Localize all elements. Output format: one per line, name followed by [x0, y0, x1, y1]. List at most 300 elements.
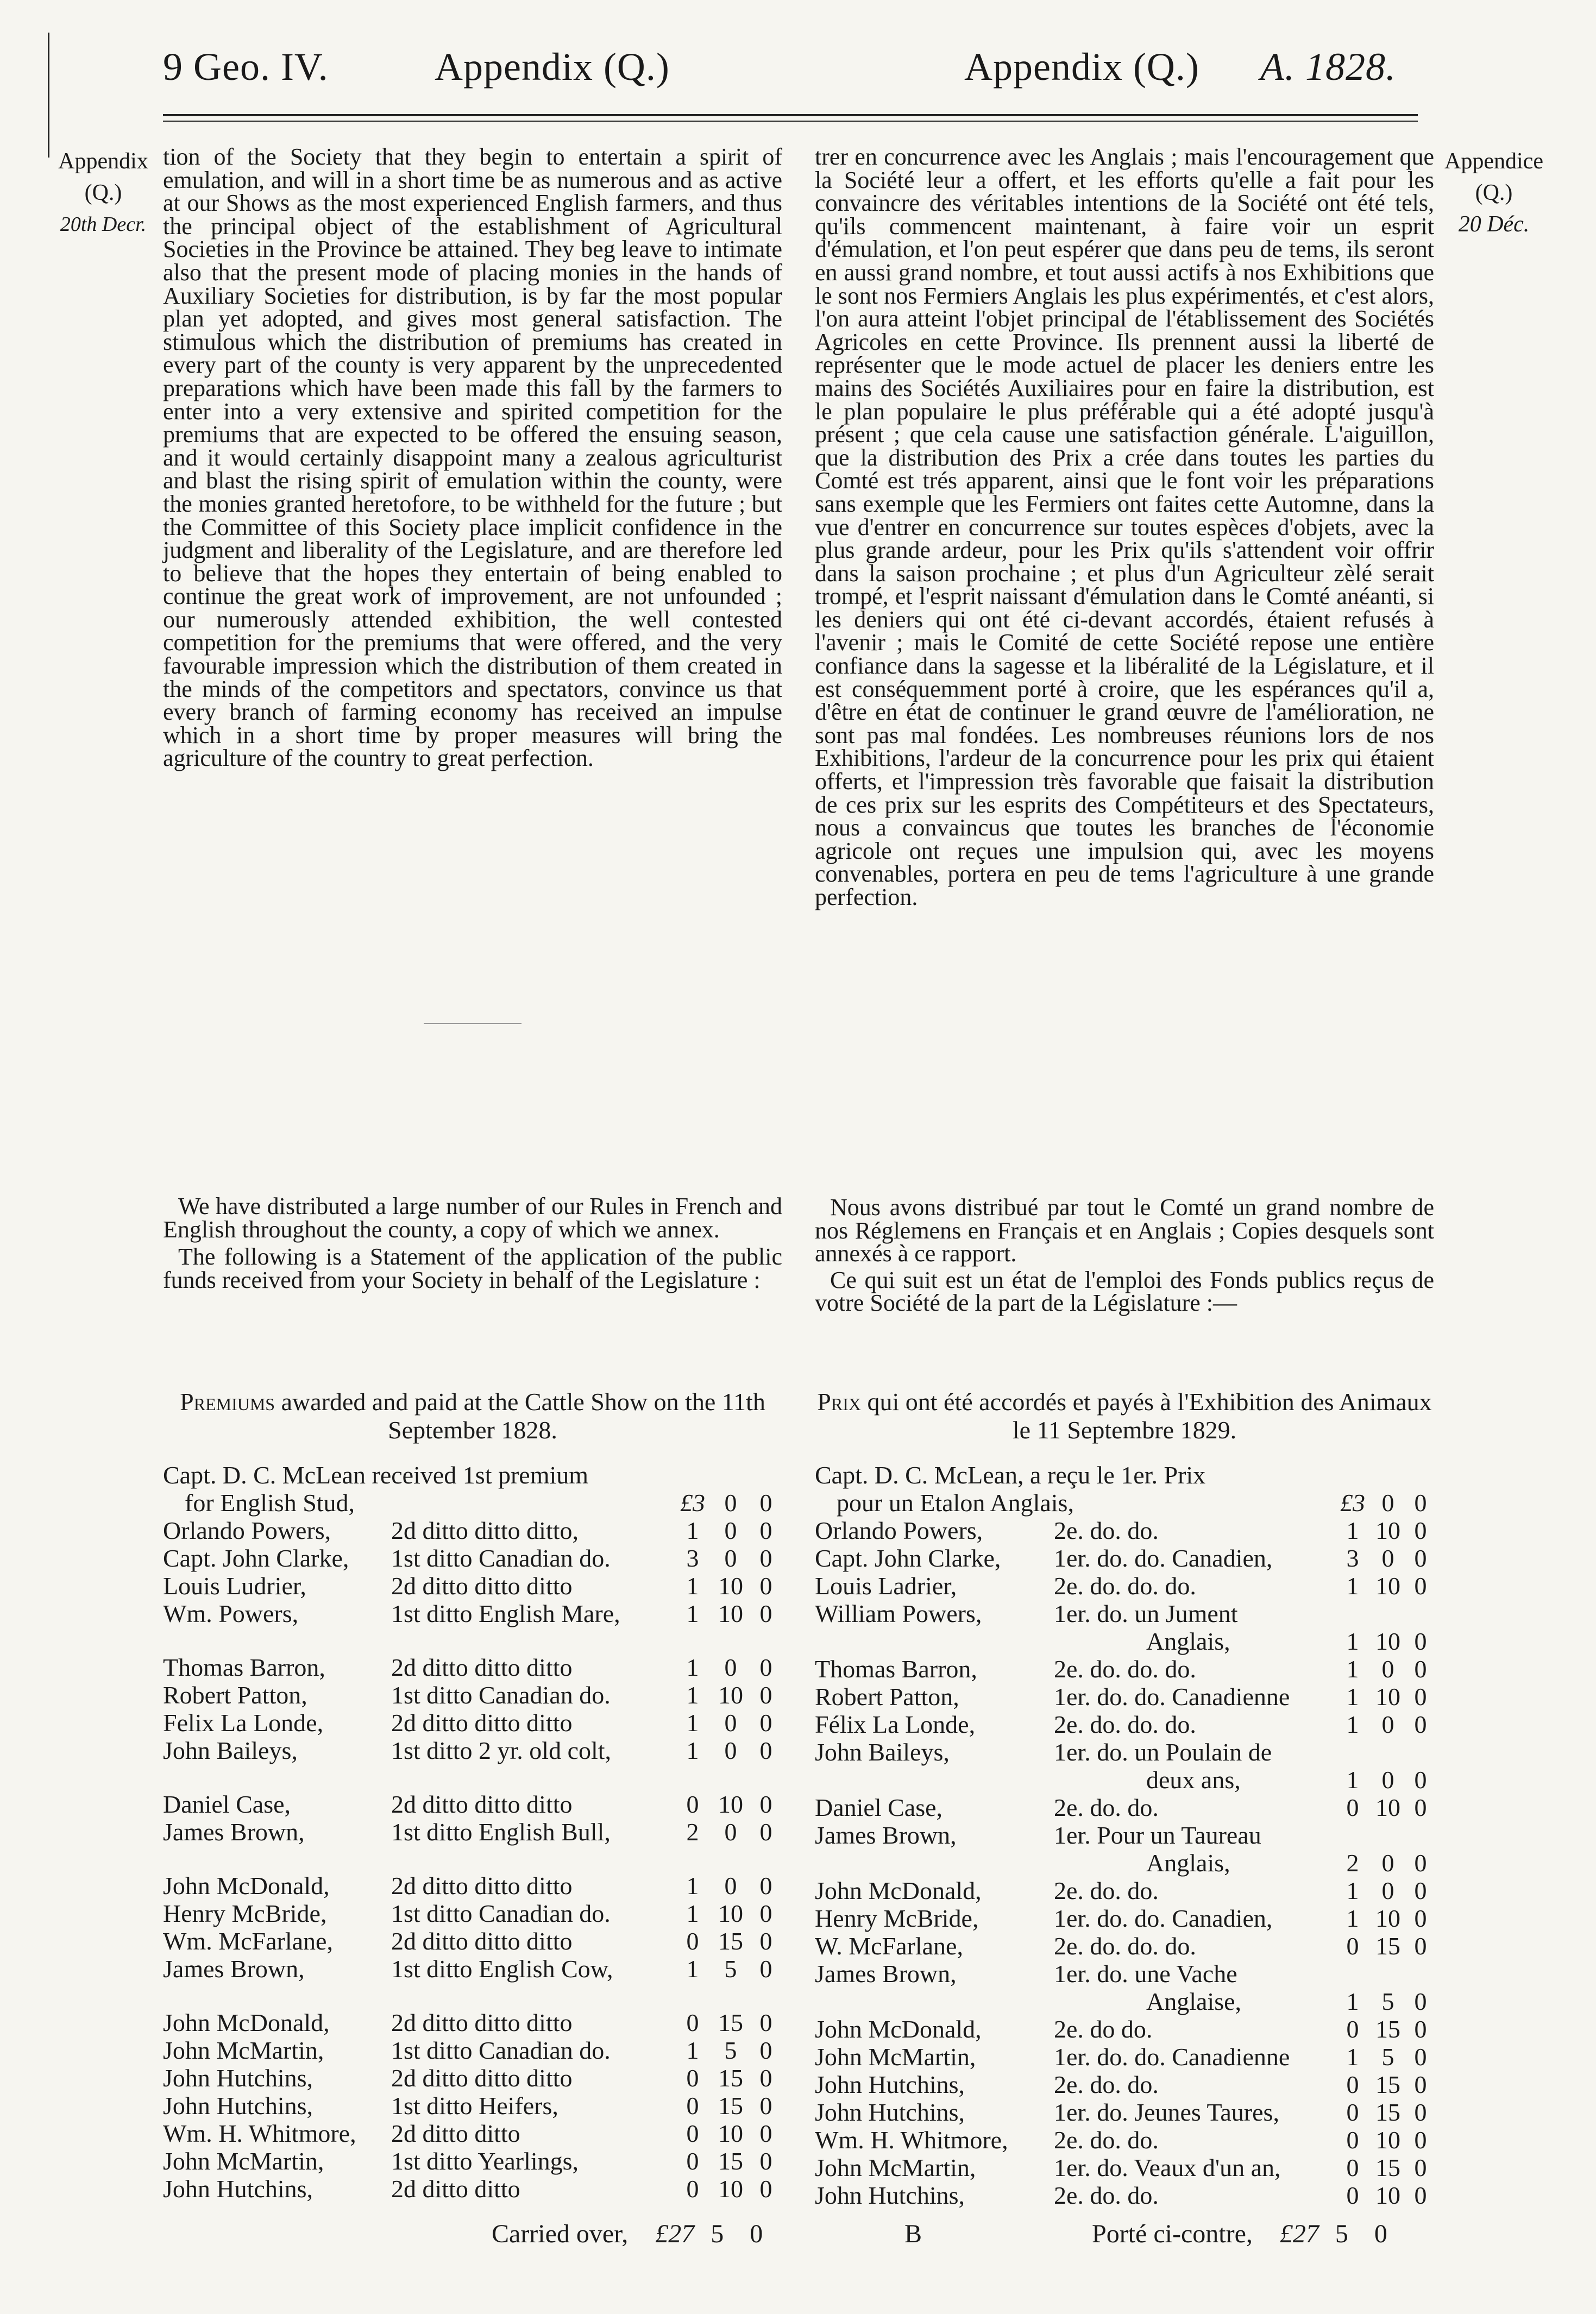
amount-pounds: 1 — [686, 1572, 699, 1600]
premium-description: 2d ditto ditto ditto — [391, 2009, 573, 2036]
amount-pounds: 0 — [686, 2064, 699, 2092]
recipient-name: Daniel Case, — [163, 1790, 291, 1818]
amount-shillings: 0 — [724, 1872, 737, 1900]
amount-pounds: £3 — [680, 1489, 705, 1517]
table-spacer-row — [163, 1846, 782, 1872]
table-row — [163, 1461, 782, 1489]
amount-shillings: 10 — [718, 1681, 743, 1709]
recipient-name: Louis Ladrier, — [815, 1572, 957, 1600]
amount-pence: 0 — [759, 2009, 772, 2036]
table-row — [815, 2098, 1434, 2126]
amount-pence — [1407, 1461, 1434, 1489]
premium-description: 1er. do. un Jument — [1054, 1600, 1238, 1627]
premium-description: 1st ditto English Mare, — [391, 1600, 620, 1627]
amount-shillings: 15 — [1375, 2015, 1400, 2043]
spacer-cell — [163, 1627, 782, 1653]
premium-description: 2e. do. do. do. — [1054, 1655, 1196, 1683]
table-row — [163, 2036, 782, 2064]
recipient-name: James Brown, — [815, 1821, 957, 1849]
recipient-name: John McMartin, — [163, 2147, 324, 2175]
english-carried-label: Carried over, — [492, 2219, 629, 2248]
premium-description: 1er. Pour un Taureau — [1054, 1821, 1261, 1849]
amount-pence: 0 — [759, 1872, 772, 1900]
spacer-cell — [163, 1764, 782, 1790]
recipient-name: John Hutchins, — [163, 2092, 313, 2120]
amount-shillings: 10 — [718, 2120, 743, 2147]
amount-shillings: 5 — [724, 2036, 737, 2064]
recipient-name: Capt. John Clarke, — [163, 1544, 349, 1572]
english-rules-note — [163, 1195, 782, 1292]
premium-description: 1st ditto English Bull, — [391, 1818, 611, 1846]
table-row — [163, 2009, 782, 2036]
amount-pence — [1407, 1600, 1434, 1627]
recipient-name: Orlando Powers, — [815, 1517, 983, 1544]
amount-shillings — [1369, 1821, 1407, 1849]
amount-pence: 0 — [1414, 2071, 1427, 2098]
amount-shillings: 10 — [718, 1900, 743, 1927]
premium-description: 2d ditto ditto ditto — [391, 1572, 573, 1600]
amount-shillings: 0 — [1381, 1877, 1394, 1904]
amount-pounds: 1 — [1346, 1766, 1359, 1794]
spacer-cell — [163, 1983, 782, 2009]
premium-description: 2d ditto ditto — [391, 2175, 520, 2203]
session-label: 9 Geo. IV. — [163, 45, 329, 89]
table-row — [815, 1849, 1434, 1877]
table-row — [815, 1932, 1434, 1960]
premium-description: 2e. do. do. — [1054, 1877, 1159, 1904]
amount-pence: 0 — [1414, 1517, 1427, 1544]
table-row — [163, 1927, 782, 1955]
table-row — [163, 1818, 782, 1846]
recipient-name: John Hutchins, — [815, 2181, 965, 2209]
amount-shillings: 0 — [1381, 1849, 1394, 1877]
amount-pence: 0 — [1414, 2126, 1427, 2154]
table-row — [163, 1544, 782, 1572]
recipient-name: John McDonald, — [815, 1877, 982, 1904]
french-carried-over — [1092, 2219, 1397, 2249]
english-carried-shillings: 5 — [711, 2219, 724, 2248]
recipient-name: Robert Patton, — [163, 1681, 307, 1709]
right-margin-note — [1440, 146, 1548, 240]
amount-pence: 0 — [759, 2036, 772, 2064]
amount-shillings: 15 — [1375, 2098, 1400, 2126]
margin-date: 20th Decr. — [60, 213, 147, 236]
premium-description: 1st ditto 2 yr. old colt, — [391, 1737, 612, 1764]
table-row — [815, 1711, 1434, 1738]
amount-shillings: 15 — [1375, 2071, 1400, 2098]
amount-shillings: 0 — [724, 1653, 737, 1681]
table-row — [815, 1988, 1434, 2015]
recipient-name: Orlando Powers, — [163, 1517, 331, 1544]
amount-pence: 0 — [1414, 2098, 1427, 2126]
amount-pence: 0 — [759, 1572, 772, 1600]
amount-pence: 0 — [1414, 2043, 1427, 2071]
amount-shillings: 5 — [724, 1955, 737, 1983]
premium-description: 2d ditto ditto ditto — [391, 2064, 573, 2092]
amount-shillings: 10 — [1375, 1794, 1400, 1821]
amount-pounds: 1 — [686, 1737, 699, 1764]
premium-description: 2e. do do. — [1054, 2015, 1153, 2043]
table-row — [815, 1794, 1434, 1821]
table-spacer-row — [163, 1983, 782, 2009]
premium-description: deux ans, — [1146, 1766, 1241, 1794]
recipient-name: W. McFarlane, — [815, 1932, 963, 1960]
premium-description: 1st ditto English Cow, — [391, 1955, 613, 1983]
amount-pounds: 1 — [1346, 1988, 1359, 2015]
recipient-name — [815, 1849, 1054, 1877]
table-row — [163, 1681, 782, 1709]
amount-pounds: 2 — [1346, 1849, 1359, 1877]
premium-description: 1er. do. do. Canadienne — [1054, 1683, 1290, 1711]
margin-appendice-letter: (Q.) — [1475, 180, 1513, 205]
amount-pence: 0 — [1414, 1766, 1427, 1794]
table-row — [163, 1955, 782, 1983]
french-table-title-rest: qui ont été accordés et payés à l'Exhibition des Animaux le 11 Septembre 1829. — [867, 1388, 1432, 1444]
recipient-name: John Baileys, — [815, 1738, 950, 1766]
french-rules-paragraph: Nous avons distribué par tout le Comté un grand nombre de nos Réglemens en Français et en Anglais ; Copies desquels sont annexés à ce rapport. — [815, 1194, 1434, 1267]
amount-shillings: 15 — [718, 2147, 743, 2175]
amount-shillings: 5 — [1381, 1988, 1394, 2015]
amount-shillings: 15 — [718, 2092, 743, 2120]
premium-description: 2d ditto ditto ditto — [391, 1872, 573, 1900]
table-row — [815, 2126, 1434, 2154]
table-row — [163, 1600, 782, 1627]
amount-pence — [750, 1461, 782, 1489]
english-carried-pounds: £27 — [655, 2219, 695, 2248]
margin-appendix-label: Appendix — [58, 149, 148, 174]
english-table-title-lead: Premiums — [180, 1388, 275, 1416]
amount-pence: 0 — [759, 1517, 772, 1544]
amount-shillings: 0 — [1381, 1766, 1394, 1794]
amount-shillings — [1369, 1461, 1407, 1489]
amount-pounds: 1 — [686, 1955, 699, 1983]
table-row — [163, 2120, 782, 2147]
amount-shillings: 0 — [724, 1517, 737, 1544]
recipient-name: Wm. McFarlane, — [163, 1927, 333, 1955]
amount-shillings — [1369, 1600, 1407, 1627]
table-row — [815, 2071, 1434, 2098]
amount-shillings: 0 — [724, 1489, 737, 1517]
amount-pounds: 2 — [686, 1818, 699, 1846]
amount-pence: 0 — [759, 1900, 772, 1927]
french-carried-pounds: £27 — [1279, 2219, 1319, 2248]
amount-shillings: 10 — [1375, 1683, 1400, 1711]
premium-description: 2e. do. do. — [1054, 2126, 1159, 2154]
amount-shillings: 10 — [718, 1600, 743, 1627]
french-body — [815, 143, 1434, 910]
table-row — [163, 1709, 782, 1737]
premium-description: 1st ditto Yearlings, — [391, 2147, 579, 2175]
margin-date-fr: 20 Déc. — [1458, 212, 1530, 237]
table-row — [815, 1489, 1434, 1517]
signature-mark: B — [904, 2219, 922, 2248]
table-row — [815, 1572, 1434, 1600]
table-row — [163, 1790, 782, 1818]
french-paragraph-continued: trer en concurrence avec les Anglais ; mais l'encouragement que la Société leur a offert, et les efforts qu'elle a fait pour les convaincre des véritables intentions de la Société ont été tels, qu'ils commencent maintenant, à faire voir un esprit d'émulation, et l'on peut espérer que dans peu de tems, ils seront en aussi grand nombre, et tout aussi actifs à nos Exhibitions que le sont nos Fermiers Anglais les plus expérimentés, et c'est alors, l'on aura atteint l'objet principal de l'établissement des Sociétés Agricoles en cette Province. Ils prennent aussi la liberté de représenter que le mode actuel de placer les deniers entre les mains des Sociétés Auxiliaires pour en faire la distribution, est le plan populaire le plus préférable qui a été adopté jusqu'à présent ; que cela cause une satisfaction générale. L'aiguillon, que la distribution des Prix a crée dans toutes les parties du Comté est trés apparent, ainsi que le font voir les préparations sans exemple que les Fermiers ont faites cette Automne, dans la vue d'entrer en concurrence sur toutes espèces d'objets, avec la plus grande ardeur, pour les Prix qu'ils s'attendent voir offrir dans la saison prochaine ; et plus d'un Agriculteur zèlé serait trompé, et l'esprit naissant d'émulation dans le Comté anéanti, si les deniers qui ont été ci-devant accordés, étaient refusés à l'avenir ; mais le Comité de cette Société repose une entière confiance dans la sagesse et la libéralité de la Législature, et il est conséquemment porté à croire, que les espérances qu'il a, d'être en état de continuer le grand œuvre de l'amélioration, ne sont pas mal fondées. Les nombreuses réunions lors de nos Exhibitions, l'ardeur de la concurrence pour les prix qui étaient offerts, et l'impression très favorable que faisait la distribution de ces prix sur les esprits des Compétiteurs et des Spectateurs, nous a convaincus que toutes les branches de l'économie agricole ont reçues une impulsion qui, avec les moyens convenables, portera en peu de tems l'agriculture à une grande perfection. — [815, 143, 1434, 910]
amount-pence: 0 — [759, 1489, 772, 1517]
amount-pounds: 1 — [686, 2036, 699, 2064]
premium-description: 2e. do. do. do. — [1054, 1932, 1196, 1960]
french-carried-shillings: 5 — [1335, 2219, 1348, 2248]
amount-shillings: 10 — [1375, 1517, 1400, 1544]
amount-pounds — [1336, 1738, 1369, 1766]
amount-pence: 0 — [1414, 2015, 1427, 2043]
amount-pence: 0 — [1414, 1544, 1427, 1572]
recipient-name: John McDonald, — [815, 2015, 982, 2043]
table-spacer-row — [163, 1627, 782, 1653]
amount-pence: 0 — [1414, 1572, 1427, 1600]
amount-pence: 0 — [1414, 1904, 1427, 1932]
premium-description: 2d ditto ditto ditto — [391, 1927, 573, 1955]
table-row — [815, 2015, 1434, 2043]
french-carried-label: Porté ci-contre, — [1092, 2219, 1253, 2248]
amount-pounds: 0 — [686, 1927, 699, 1955]
amount-pence: 0 — [1414, 1683, 1427, 1711]
amount-pounds: 1 — [686, 1872, 699, 1900]
english-table-title — [163, 1388, 782, 1444]
recipient-name: James Brown, — [815, 1960, 957, 1988]
recipient-name: Henry McBride, — [815, 1904, 979, 1932]
recipient-name: John Hutchins, — [163, 2175, 313, 2203]
table-spacer-row — [163, 1764, 782, 1790]
english-rules-paragraph: We have distributed a large number of our Rules in French and English throughout the county, a copy of which we annex. — [163, 1193, 782, 1243]
amount-pence: 0 — [759, 1681, 772, 1709]
amount-pounds: 3 — [686, 1544, 699, 1572]
amount-pence — [1407, 1738, 1434, 1766]
english-paragraph-continued: tion of the Society that they begin to entertain a spirit of emulation, and will in a short time be as numerous and as active at our Shows as the most experienced English farmers, and thus the principal object of the establishment of Agricultural Societies in the Province be attained. They beg leave to intimate also that the present mode of placing monies in the hands of Auxiliary Societies for distribution, is by far the most popular plan yet adopted, and gives most general satisfaction. The stimulous which the distribution of premiums has created in every part of the county is very apparent by the unprecedented preparations which have been made this fall by the farmers to enter into a very extensive and spirited competition for the premiums that are expected to be offered the ensuing season, and it would certainly disappoint many a zealous agriculturist and blast the rising spirit of emulation within the county, were the monies granted heretofore, to be withheld for the future ; but the Committee of this Society place implicit confidence in the judgment and liberality of the Legislature, and are therefore led to believe that the hopes they entertain of being enabled to continue the great work of improvement, are not unfounded ; our numerously attended exhibition, the well contested competition for the premiums that were offered, and the very favourable impression which the distribution of them created in the minds of the competitors and spectators, convince us that every branch of farming economy has received an impulse which in a short time by proper measures will bring the agriculture of the country to great perfection. — [163, 143, 782, 772]
recipient-name: Wm. H. Whitmore, — [815, 2126, 1008, 2154]
amount-pounds: 1 — [1346, 1904, 1359, 1932]
amount-shillings: 10 — [1375, 1627, 1400, 1655]
recipient-name — [815, 1627, 1054, 1655]
french-table-title — [815, 1388, 1434, 1444]
premium-description: Anglais, — [1146, 1849, 1230, 1877]
table-row — [163, 1900, 782, 1927]
table-row — [815, 1600, 1434, 1627]
french-table-title-lead: Prix — [817, 1388, 861, 1416]
margin-appendix-letter: (Q.) — [84, 180, 122, 205]
recipient-name: John Baileys, — [163, 1737, 298, 1764]
table-row — [815, 1544, 1434, 1572]
table-row — [163, 1517, 782, 1544]
amount-shillings: 0 — [1381, 1711, 1394, 1738]
amount-pence: 0 — [1414, 1988, 1427, 2015]
recipient-name: William Powers, — [815, 1600, 982, 1627]
table-row — [815, 1461, 1434, 1489]
amount-shillings — [1369, 1960, 1407, 1988]
amount-pence: 0 — [759, 2175, 772, 2203]
amount-pounds: £3 — [1340, 1489, 1365, 1517]
table-row — [815, 1821, 1434, 1849]
premium-description: 1er. do. do. Canadien, — [1054, 1904, 1273, 1932]
recipient-name: Capt. D. C. McLean, a reçu le 1er. Prix — [815, 1461, 1206, 1489]
recipient-name: Capt. D. C. McLean received 1st premium — [163, 1461, 589, 1489]
amount-pounds — [1336, 1461, 1369, 1489]
table-row — [815, 1877, 1434, 1904]
table-row — [163, 2147, 782, 2175]
amount-pence: 0 — [1414, 1655, 1427, 1683]
english-table-title-rest: awarded and paid at the Cattle Show on the 11th September 1828. — [281, 1388, 765, 1444]
table-row — [163, 2175, 782, 2203]
amount-pounds: 1 — [686, 1653, 699, 1681]
amount-shillings: 15 — [718, 2064, 743, 2092]
amount-pence: 0 — [1414, 2181, 1427, 2209]
amount-pounds: 1 — [686, 1600, 699, 1627]
header-rule-bottom — [163, 121, 1418, 122]
amount-pounds: 1 — [686, 1681, 699, 1709]
amount-shillings: 10 — [1375, 1904, 1400, 1932]
table-row — [815, 1904, 1434, 1932]
amount-pounds: 1 — [1346, 1655, 1359, 1683]
amount-pounds — [1336, 1821, 1369, 1849]
amount-shillings: 10 — [1375, 2181, 1400, 2209]
premium-description: 1st ditto Heifers, — [391, 2092, 558, 2120]
recipient-name: John Hutchins, — [815, 2071, 965, 2098]
premium-description: 1st ditto Canadian do. — [391, 1900, 611, 1927]
recipient-name: Félix La Londe, — [815, 1711, 976, 1738]
amount-shillings: 0 — [724, 1544, 737, 1572]
french-carried-pence: 0 — [1374, 2219, 1387, 2248]
premium-description: 1er. do. Jeunes Taures, — [1054, 2098, 1279, 2126]
premium-description: 1st ditto Canadian do. — [391, 1544, 611, 1572]
premium-description: 1st ditto Canadian do. — [391, 2036, 611, 2064]
recipient-name: James Brown, — [163, 1955, 305, 1983]
amount-pounds: 1 — [1346, 1517, 1359, 1544]
premium-description: 2d ditto ditto — [391, 2120, 520, 2147]
table-row — [815, 2154, 1434, 2181]
amount-shillings: 10 — [718, 2175, 743, 2203]
amount-pence: 0 — [1414, 1877, 1427, 1904]
amount-shillings: 0 — [1381, 1655, 1394, 1683]
english-carried-over — [492, 2219, 772, 2249]
amount-pounds: 0 — [1346, 2154, 1359, 2181]
amount-pounds: 1 — [1346, 1627, 1359, 1655]
premium-description: 2d ditto ditto ditto, — [391, 1517, 579, 1544]
amount-pounds: 1 — [686, 1709, 699, 1737]
amount-pence: 0 — [1414, 1794, 1427, 1821]
recipient-name: Thomas Barron, — [815, 1655, 977, 1683]
recipient-name: Robert Patton, — [815, 1683, 959, 1711]
recipient-name: Louis Ludrier, — [163, 1572, 306, 1600]
amount-pounds: 0 — [1346, 2015, 1359, 2043]
premium-description: 1er. do. do. Canadien, — [1054, 1544, 1273, 1572]
table-row — [815, 1517, 1434, 1544]
recipient-name: Capt. John Clarke, — [815, 1544, 1001, 1572]
amount-pounds: 1 — [1346, 1683, 1359, 1711]
amount-pence: 0 — [759, 2092, 772, 2120]
amount-shillings: 15 — [718, 1927, 743, 1955]
header-rule-top — [163, 114, 1418, 116]
english-statement-paragraph: The following is a Statement of the application of the public funds received from your Society in behalf of the Legislature : — [163, 1243, 782, 1293]
amount-shillings: 5 — [1381, 2043, 1394, 2071]
recipient-name: John Hutchins, — [815, 2098, 965, 2126]
premium-description: 2e. do. do. — [1054, 1517, 1159, 1544]
table-row — [815, 1766, 1434, 1794]
premium-description: 1er. do. un Poulain de — [1054, 1738, 1272, 1766]
table-row — [815, 2181, 1434, 2209]
premium-description: 2d ditto ditto ditto — [391, 1653, 573, 1681]
premium-description: 2e. do. do. — [1054, 2071, 1159, 2098]
table-row — [163, 1653, 782, 1681]
amount-pence: 0 — [1414, 1711, 1427, 1738]
amount-shillings — [712, 1461, 750, 1489]
table-row — [815, 2043, 1434, 2071]
premium-description: 1er. do. une Vache — [1054, 1960, 1237, 1988]
amount-pence: 0 — [759, 2147, 772, 2175]
premium-description: 1er. do. do. Canadienne — [1054, 2043, 1290, 2071]
table-row — [163, 1872, 782, 1900]
premium-description: 2e. do. do. do. — [1054, 1711, 1196, 1738]
english-carried-pence: 0 — [750, 2219, 763, 2248]
amount-pounds: 1 — [1346, 1572, 1359, 1600]
table-row — [815, 1683, 1434, 1711]
amount-shillings: 15 — [718, 2009, 743, 2036]
recipient-name: pour un Etalon Anglais, — [837, 1489, 1074, 1517]
premium-description: 2e. do. do. — [1054, 2181, 1159, 2209]
table-row — [815, 1738, 1434, 1766]
amount-pence: 0 — [759, 1600, 772, 1627]
amount-pence: 0 — [759, 1737, 772, 1764]
amount-pounds: 0 — [1346, 2071, 1359, 2098]
amount-pence: 0 — [1414, 1849, 1427, 1877]
recipient-name: Felix La Londe, — [163, 1709, 324, 1737]
amount-pence: 0 — [759, 1818, 772, 1846]
table-row — [815, 1960, 1434, 1988]
premium-description: 2e. do. do. do. — [1054, 1572, 1196, 1600]
amount-shillings — [1369, 1738, 1407, 1766]
table-row — [163, 1737, 782, 1764]
amount-pence: 0 — [1414, 1932, 1427, 1960]
premium-description: Anglais, — [1146, 1627, 1230, 1655]
recipient-name — [815, 1988, 1054, 2015]
amount-pounds: 0 — [686, 2175, 699, 2203]
amount-shillings: 10 — [718, 1790, 743, 1818]
amount-shillings: 10 — [1375, 2126, 1400, 2154]
amount-pounds: 1 — [686, 1517, 699, 1544]
premium-description: 2d ditto ditto ditto — [391, 1709, 573, 1737]
amount-pounds: 1 — [1346, 1877, 1359, 1904]
recipient-name — [815, 1766, 1054, 1794]
left-margin-note — [49, 146, 158, 240]
table-row — [163, 2092, 782, 2120]
amount-shillings: 0 — [724, 1709, 737, 1737]
recipient-name: John McMartin, — [815, 2043, 976, 2071]
recipient-name: John McMartin, — [163, 2036, 324, 2064]
english-premium-table — [163, 1461, 782, 2203]
amount-pounds: 0 — [1346, 1932, 1359, 1960]
amount-shillings: 15 — [1375, 1932, 1400, 1960]
amount-pounds: 1 — [1346, 2043, 1359, 2071]
year-label: A. 1828. — [1260, 45, 1396, 89]
amount-shillings: 0 — [1381, 1544, 1394, 1572]
amount-pounds: 1 — [686, 1900, 699, 1927]
amount-pence: 0 — [759, 1709, 772, 1737]
french-statement-paragraph: Ce qui suit est un état de l'emploi des Fonds publics reçus de votre Société de la part de la Législature :— — [815, 1266, 1434, 1317]
amount-pounds: 1 — [1346, 1711, 1359, 1738]
amount-shillings: 0 — [1381, 1489, 1394, 1517]
left-margin-rule — [48, 33, 49, 158]
amount-pounds: 0 — [686, 2120, 699, 2147]
left-running-title: Appendix (Q.) — [435, 45, 670, 89]
recipient-name: Wm. H. Whitmore, — [163, 2120, 356, 2147]
recipient-name: Henry McBride, — [163, 1900, 327, 1927]
recipient-name: John McDonald, — [163, 2009, 330, 2036]
amount-pence — [1407, 1821, 1434, 1849]
recipient-name: for English Stud, — [185, 1489, 355, 1517]
amount-pounds: 0 — [686, 1790, 699, 1818]
amount-pence: 0 — [1414, 1627, 1427, 1655]
amount-shillings: 10 — [1375, 1572, 1400, 1600]
